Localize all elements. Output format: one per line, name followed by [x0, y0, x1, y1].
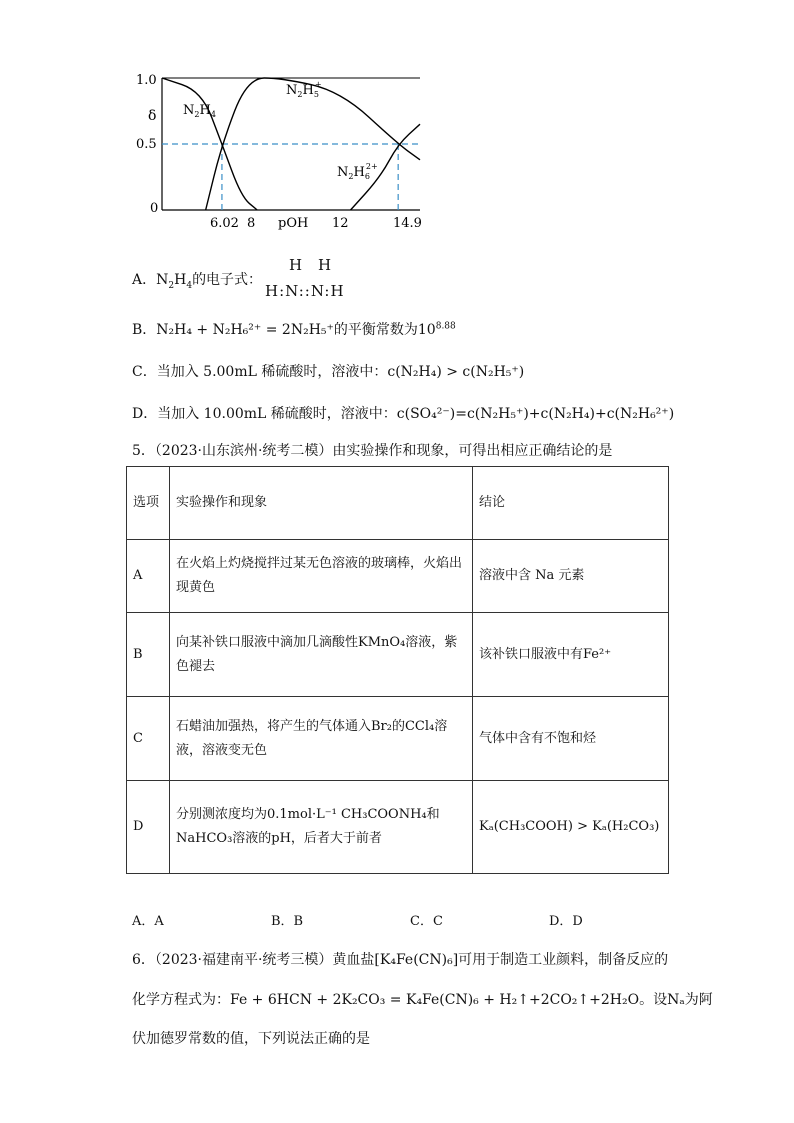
question-6-line2: 化学方程式为：Fe + 6HCN + 2K₂CO₃ = K₄Fe(CN)₆ + H₂↑+2CO₂↑+2H₂O。设Nₐ为阿: [132, 992, 713, 1008]
formula-h-top-left: H: [289, 256, 303, 274]
option-a: [132, 270, 262, 290]
formula-row: H:N::N:H: [265, 282, 345, 300]
series-label-n2h4: $N_2H_4$: [183, 103, 216, 119]
table-row: [127, 613, 669, 697]
row-operation: 在火焰上灼烧搅拌过某无色溶液的玻璃棒，火焰出现黄色: [170, 540, 473, 613]
y-tick-0: 0: [150, 201, 159, 216]
header-option: 选项: [127, 467, 170, 540]
x-tick-12: 12: [332, 216, 349, 231]
y-axis-label: δ: [148, 108, 157, 124]
electron-formula: [265, 256, 355, 300]
option-b-exp: 8.88: [435, 321, 456, 332]
row-option: B: [127, 613, 170, 697]
series-label-n2h6: $N_2H_62+$: [337, 162, 378, 181]
distribution-chart: [136, 70, 440, 240]
row-option: C: [127, 697, 170, 781]
row-operation: 分别测浓度均为0.1mol·L⁻¹ CH₃COONH₄和NaHCO₃溶液的pH，后者大于前者: [170, 781, 473, 874]
question-6-line1: 6．（2023·福建南平·统考三模）黄血盐[K₄Fe(CN)₆]可用于制造工业颜料，制备反应的: [132, 952, 669, 968]
option-b-text: B．N₂H₄ + N₂H₆²⁺ = 2N₂H₅⁺的平衡常数为10: [132, 322, 436, 338]
formula-h-top-right: H: [318, 256, 332, 274]
row-conclusion: 气体中含有不饱和烃: [473, 697, 669, 781]
row-operation: 石蜡油加强热，将产生的气体通入Br₂的CCl₄溶液，溶液变无色: [170, 697, 473, 781]
question-5-stem: 5．（2023·山东滨州·统考二模）由实验操作和现象，可得出相应正确结论的是: [132, 443, 613, 459]
option-a-sub1: 2: [168, 280, 175, 291]
row-option: D: [127, 781, 170, 874]
reference-lines: [162, 144, 420, 210]
row-operation: 向某补铁口服液中滴加几滴酸性KMnO₄溶液，紫色褪去: [170, 613, 473, 697]
choice-d: D．D: [549, 914, 583, 929]
experiment-table: [126, 466, 669, 874]
option-a-sub2: 4: [186, 280, 193, 291]
option-a-suffix: 的电子式：: [192, 272, 263, 288]
choice-c: C．C: [410, 914, 443, 929]
option-c: C．当加入 5.00mL 稀硫酸时，溶液中：c(N₂H₄) > c(N₂H₅⁺): [132, 364, 525, 380]
x-tick-8: 8: [247, 216, 256, 231]
option-a-mid: H: [174, 272, 187, 288]
question-6-line3: 伏加德罗常数的值，下列说法正确的是: [132, 1031, 370, 1047]
header-conclusion: 结论: [473, 467, 669, 540]
row-conclusion: 该补铁口服液中有Fe²⁺: [473, 613, 669, 697]
choice-b: B．B: [271, 914, 304, 929]
row-conclusion: Kₐ(CH₃COOH) > Kₐ(H₂CO₃): [473, 781, 669, 874]
table-row: [127, 540, 669, 613]
option-d: D．当加入 10.00mL 稀硫酸时，溶液中：c(SO₄²⁻)=c(N₂H₅⁺)+c(N₂H₄)+c(N₂H₆²⁺): [132, 406, 675, 422]
x-tick-602: 6.02: [210, 216, 239, 231]
option-b: [132, 320, 456, 340]
series-label-n2h5: $N_2H_5+$: [286, 80, 322, 99]
choice-a: A．A: [132, 914, 164, 929]
header-operation: 实验操作和现象: [170, 467, 473, 540]
table-row: [127, 697, 669, 781]
y-tick-1: 1.0: [136, 73, 157, 88]
x-axis-label: pOH: [278, 216, 309, 231]
option-a-prefix: A．N: [132, 272, 169, 288]
row-conclusion: 溶液中含 Na 元素: [473, 540, 669, 613]
row-option: A: [127, 540, 170, 613]
table-row: [127, 781, 669, 874]
table-header-row: [127, 467, 669, 540]
x-tick-149: 14.9: [393, 216, 422, 231]
y-tick-05: 0.5: [136, 137, 157, 152]
